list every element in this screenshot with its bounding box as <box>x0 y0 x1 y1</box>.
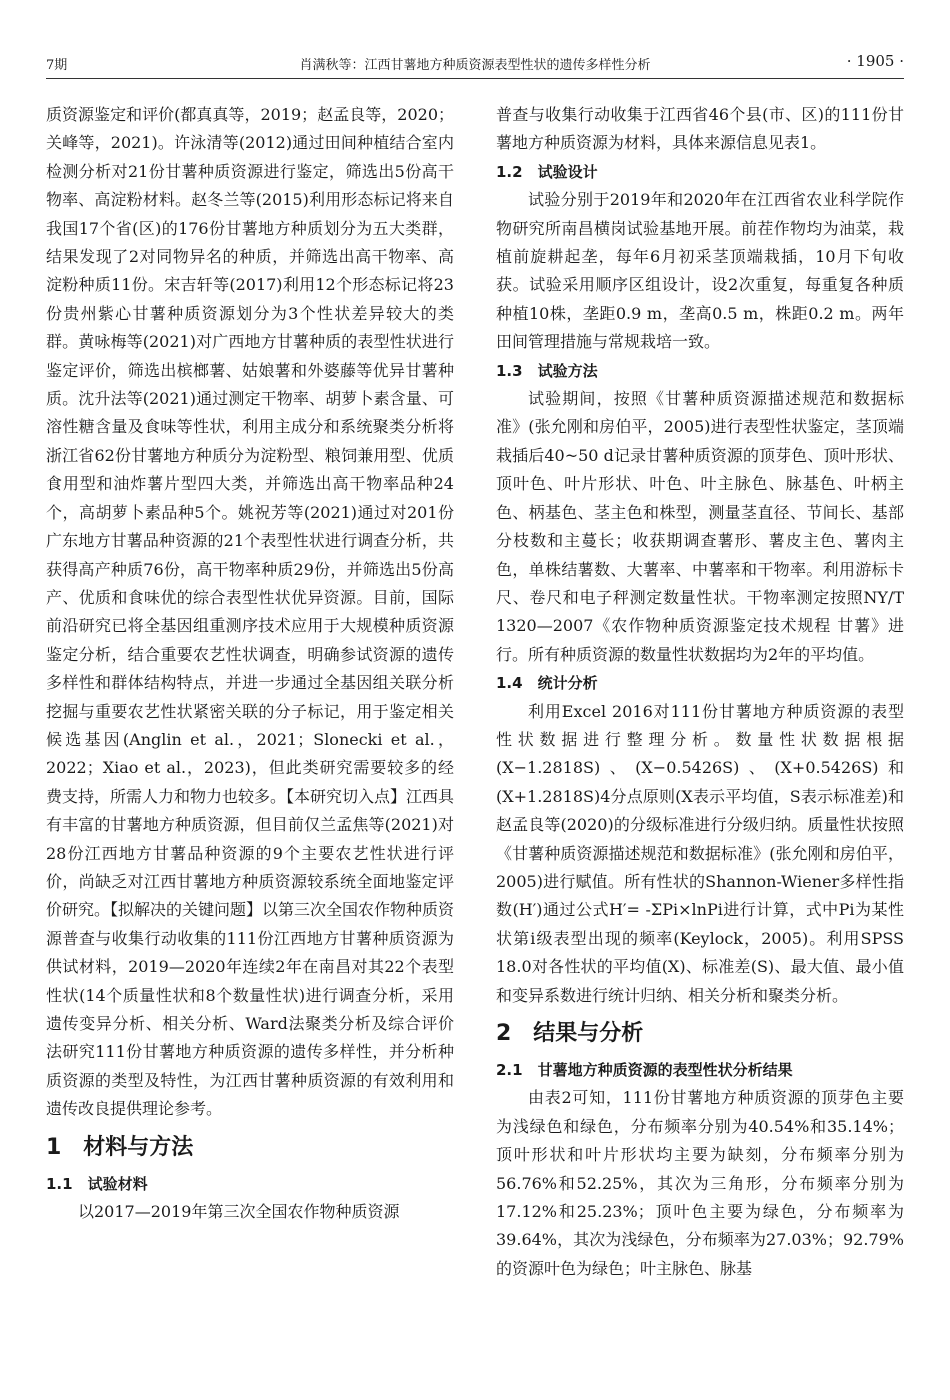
right-paragraph-results: 由表2可知，111份甘薯地方种质资源的顶芽色主要为浅绿色和绿色，分布频率分别为40.54%和35.14%；顶叶形状和叶片形状均主要为缺刻，分布频率分别为56.76%和52.25%，其次为三角形，分布频率分别为17.12%和25.23%；顶叶色主要为绿色，分布频率为39.64%，其次为浅绿色，分布频率为27.03%；92.79%的资源叶色为绿色；叶主脉色、脉基 <box>496 1088 904 1278</box>
running-title: 肖满秋等：江西甘薯地方种质资源表型性状的遗传多样性分析 <box>299 58 651 73</box>
left-column <box>46 101 454 1226</box>
section-1-2-heading: 1.2 试验设计 <box>496 162 598 181</box>
section-2-1-heading: 2.1 甘薯地方种质资源的表型性状分析结果 <box>496 1061 793 1079</box>
section-1-4-heading: 1.4 统计分析 <box>496 674 598 693</box>
right-paragraph-statistics: 利用Excel 2016对111份甘薯地方种质资源的表型性状数据进行整理分析。数量性状数据根据(X−1.2818S)、(X−0.5426S)、(X+0.5426S)和(X+1.2818S)4分点原则(X表示平均值，S表示标准差)和赵孟良等(2020)的分级标准进行分级归纳。质量性状按照《甘薯种质资源描述规范和数据标准》(张允刚和房伯平，2005)进行赋值。所有性状的Shannon-Wiener多样性指数(H′)通过公式H′= -ΣPi×lnPi进行计算，式中Pi为某性状第i级表型出现的频率(Keylock，2005)。利用SPSS 18.0对各性状的平均值(X)、标准差(S)、最大值、最小值和变异系数进行统计归纳、相关分析和聚类分析。 <box>496 701 904 1005</box>
section-2-heading: 2 结果与分析 <box>496 1021 644 1046</box>
section-1-heading: 1 材料与方法 <box>46 1134 194 1160</box>
header-rule <box>46 78 904 79</box>
page-header <box>46 52 904 74</box>
page-number: · 1905 · <box>846 52 904 70</box>
section-1-3-heading: 1.3 试验方法 <box>496 361 598 380</box>
left-paragraph-intro: 质资源鉴定和评价(都真真等，2019；赵孟良等，2020；关峰等，2021)。许泳清等(2012)通过田间种植结合室内检测分析对21份甘薯种质资源进行鉴定，筛选出5份高干物率、高淀粉材料。赵冬兰等(2015)利用形态标记将来自我国17个省(区)的176份甘薯地方种质划分为五大类群，结果发现了2对同物异名的种质，并筛选出高干物率、高淀粉种质11份。宋吉轩等(2017)利用12个形态标记将23份贵州紫心甘薯种质资源划分为3个性状差异较大的类群。黄咏梅等(2021)对广西地方甘薯种质的表型性状进行鉴定评价，筛选出槟榔薯、姑娘薯和外婆藤等优异甘薯种质。沈升法等(2021)通过测定干物率、胡萝卜素含量、可溶性糖含量及食味等性状，利用主成分和系统聚类分析将浙江省62份甘薯地方种质分为淀粉型、粮饲兼用型、优质食用型和油炸薯片型四大类，并筛选出高干物率品种24个，高胡萝卜素品种5个。姚祝芳等(2021)通过对201份广东地方甘薯品种资源的21个表型性状进行调查分析，共获得高产种质76份，高干物率种质29份，并筛选出5份高产、优质和食味优的综合表型性状优异资源。目前，国际前沿研究已将全基因组重测序技术应用于大规模种质资源鉴定分析，结合重要农艺性状调查，明确参试资源的遗传多样性和群体结构特点，并进一步通过全基因组关联分析挖掘与重要农艺性状紧密关联的分子标记，用于鉴定相关候选基因(Anglin et al.，2021；Slonecki et al.，2022；Xiao et al.，2023)，但此类研究需要较多的经费支持，所需人力和物力也较多。【本研究切入点】江西具有丰富的甘薯地方种质资源，但目前仅兰孟焦等(2021)对28份江西地方甘薯品种资源的9个主要农艺性状进行评价，尚缺乏对江西甘薯地方种质资源较系统全面地鉴定评价研究。【拟解决的关键问题】以第三次全国农作物种质资源普查与收集行动收集的111份江西地方甘薯种质资源为供试材料，2019—2020年连续2年在南昌对其22个表型性状(14个质量性状和8个数量性状)进行调查分析，采用遗传变异分析、相关分析、Ward法聚类分析及综合评价法研究111份甘薯地方种质资源的遗传多样性，并分析种质资源的类型及特性，为江西甘薯种质资源的有效利用和遗传改良提供理论参考。 <box>46 105 455 1119</box>
right-column <box>496 101 904 1283</box>
right-paragraph-materials: 普查与收集行动收集于江西省46个县(市、区)的111份甘薯地方种质资源为材料，具体来源信息见表1。 <box>496 105 904 153</box>
right-paragraph-design: 试验分别于2019年和2020年在江西省农业科学院作物研究所南昌横岗试验基地开展。前茬作物均为油菜，栽植前旋耕起垄，每年6月初采茎顶端栽插，10月下旬收获。试验采用顺序区组设计，设2次重复，每重复各种质种植10株，垄距0.9 m，垄高0.5 m，株距0.2 m。两年田间管理措施与常规栽培一致。 <box>496 190 904 352</box>
section-1-1-heading: 1.1 试验材料 <box>46 1174 148 1193</box>
right-paragraph-methods: 试验期间，按照《甘薯种质资源描述规范和数据标准》(张允刚和房伯平，2005)进行表型性状鉴定，茎顶端栽插后40~50 d记录甘薯种质资源的顶芽色、顶叶形状、顶叶色、叶片形状、叶色、叶主脉色、脉基色、叶柄主色、柄基色、茎主色和株型，测量茎直径、节间长、基部分枝数和主蔓长；收获期调查薯形、薯皮主色、薯肉主色，单株结薯数、大薯率、中薯率和干物率。利用游标卡尺、卷尺和电子秤测定数量性状。干物率测定按照NY/T 1320—2007《农作物种质资源鉴定技术规程 甘薯》进行。所有种质资源的数量性状数据均为2年的平均值。 <box>496 389 904 664</box>
left-paragraph-materials: 以2017—2019年第三次全国农作物种质资源 <box>78 1202 400 1222</box>
issue-number: 7期 <box>46 58 68 73</box>
